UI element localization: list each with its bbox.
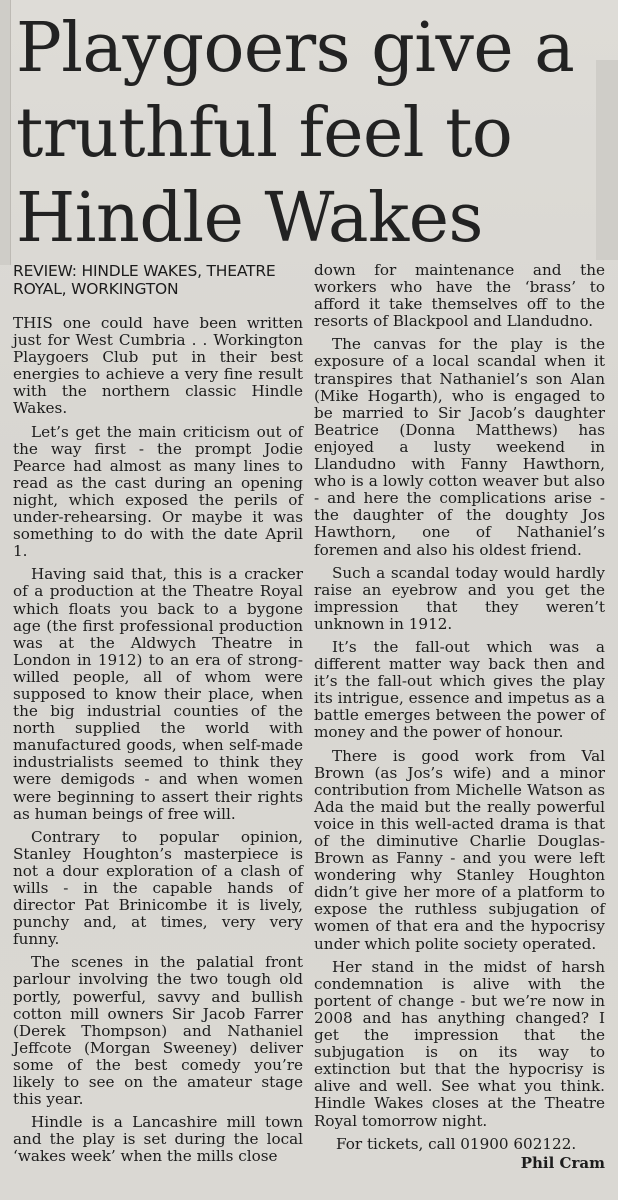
article-paragraph: Let’s get the main criticism out of the way first - the prompt Jodie Pearce had almost as many lines to read as the cast during an opening night, which exposed the perils of under-rehearsing. Or maybe it was something to do with the date April 1. <box>13 422 303 561</box>
article-column-left <box>13 262 303 1172</box>
article-paragraph: Having said that, this is a cracker of a production at the Theatre Royal which floats you back to a bygone age (the first professional production was at the Aldwych Theatre in London in 1912) to an era of strong-willed people, all of whom were supposed to know their place, when the big industrial counties of the north supplied the world with manufactured goods, when self-made industrialists seemed to think they were demigods - and when women were beginning to assert their rights as human beings of free will. <box>13 565 303 823</box>
article-paragraph: It’s the fall-out which was a different matter way back then and it’s the fall-out which gives the play its intrigue, essence and impetus as a battle emerges between the power of money and the power of honour. <box>314 637 605 742</box>
headline <box>16 6 601 261</box>
article-paragraph: down for maintenance and the workers who have the ‘brass’ to afford it take themselves off to the resorts of Blackpool and Llandudno. <box>314 261 605 331</box>
headline-line: Playgoers give a <box>16 9 575 88</box>
byline: Phil Cram <box>520 1153 605 1172</box>
review-kicker: REVIEW: HINDLE WAKES, THEATRE ROYAL, WORKINGTON <box>13 262 276 298</box>
article-paragraph: The scenes in the palatial front parlour involving the two tough old portly, powerful, savvy and bullish cotton mill owners Sir Jacob Farrer (Derek Thompson) and Nathaniel Jeffcote (Morgan Sweeney) deliver some of the best comedy you’re likely to see on the amateur stage this year. <box>13 953 303 1109</box>
article-paragraph: THIS one could have been written just for West Cumbria . . Workington Playgoers Club put in their best energies to achieve a very fine result with the northern classic Hindle Wakes. <box>13 314 303 418</box>
article-column-right <box>314 262 605 1172</box>
article-paragraph: The canvas for the play is the exposure of a local scandal when it transpires that Nathaniel’s son Alan (Mike Hogarth), who is engaged to be married to Sir Jacob’s daughter Beatrice (Donna Matthews) has enjoyed a lusty weekend in Llandudno with Fanny Hawthorn, who is a lowly cotton weaver but also - and here the complications arise - the daughter of the doughty Jos Hawthorn, one of Nathaniel’s foremen and also his oldest friend. <box>314 335 605 559</box>
headline-line: Hindle Wakes <box>16 179 483 258</box>
article-paragraph: Contrary to popular opinion, Stanley Houghton’s masterpiece is not a dour exploration of a clash of wills - in the capable hands of director Pat Brinicombe it is lively, punchy and, at times, very very funny. <box>13 827 303 949</box>
article-paragraph: Her stand in the midst of harsh condemnation is alive with the portent of change - but we’re now in 2008 and has anything changed? I get the impression that the subjugation is on its way to extinction but that the hypocrisy is alive and well. See what you think. Hindle Wakes closes at the Theatre Royal tomorrow night. <box>314 957 605 1130</box>
article-paragraph: There is good work from Val Brown (as Jos’s wife) and a minor contribution from Michelle Watson as Ada the maid but the really powerful voice in this well-acted drama is that of the diminutive Charlie Douglas-Brown as Fanny - and you were left wondering why Stanley Houghton didn’t give her more of a platform to expose the ruthless subjugation of women of that era and the hypocrisy under which polite society operated. <box>314 746 605 953</box>
ticket-info: For tickets, call 01900 602122. <box>336 1134 577 1153</box>
headline-line: truthful feel to <box>16 94 513 173</box>
article-paragraph: Hindle is a Lancashire mill town and the play is set during the local ‘wakes week’ when the mills close <box>13 1113 303 1166</box>
adjacent-column-fragment <box>0 0 11 265</box>
article-paragraph: Such a scandal today would hardly raise an eyebrow and you get the impression that they weren’t unknown in 1912. <box>314 563 605 633</box>
